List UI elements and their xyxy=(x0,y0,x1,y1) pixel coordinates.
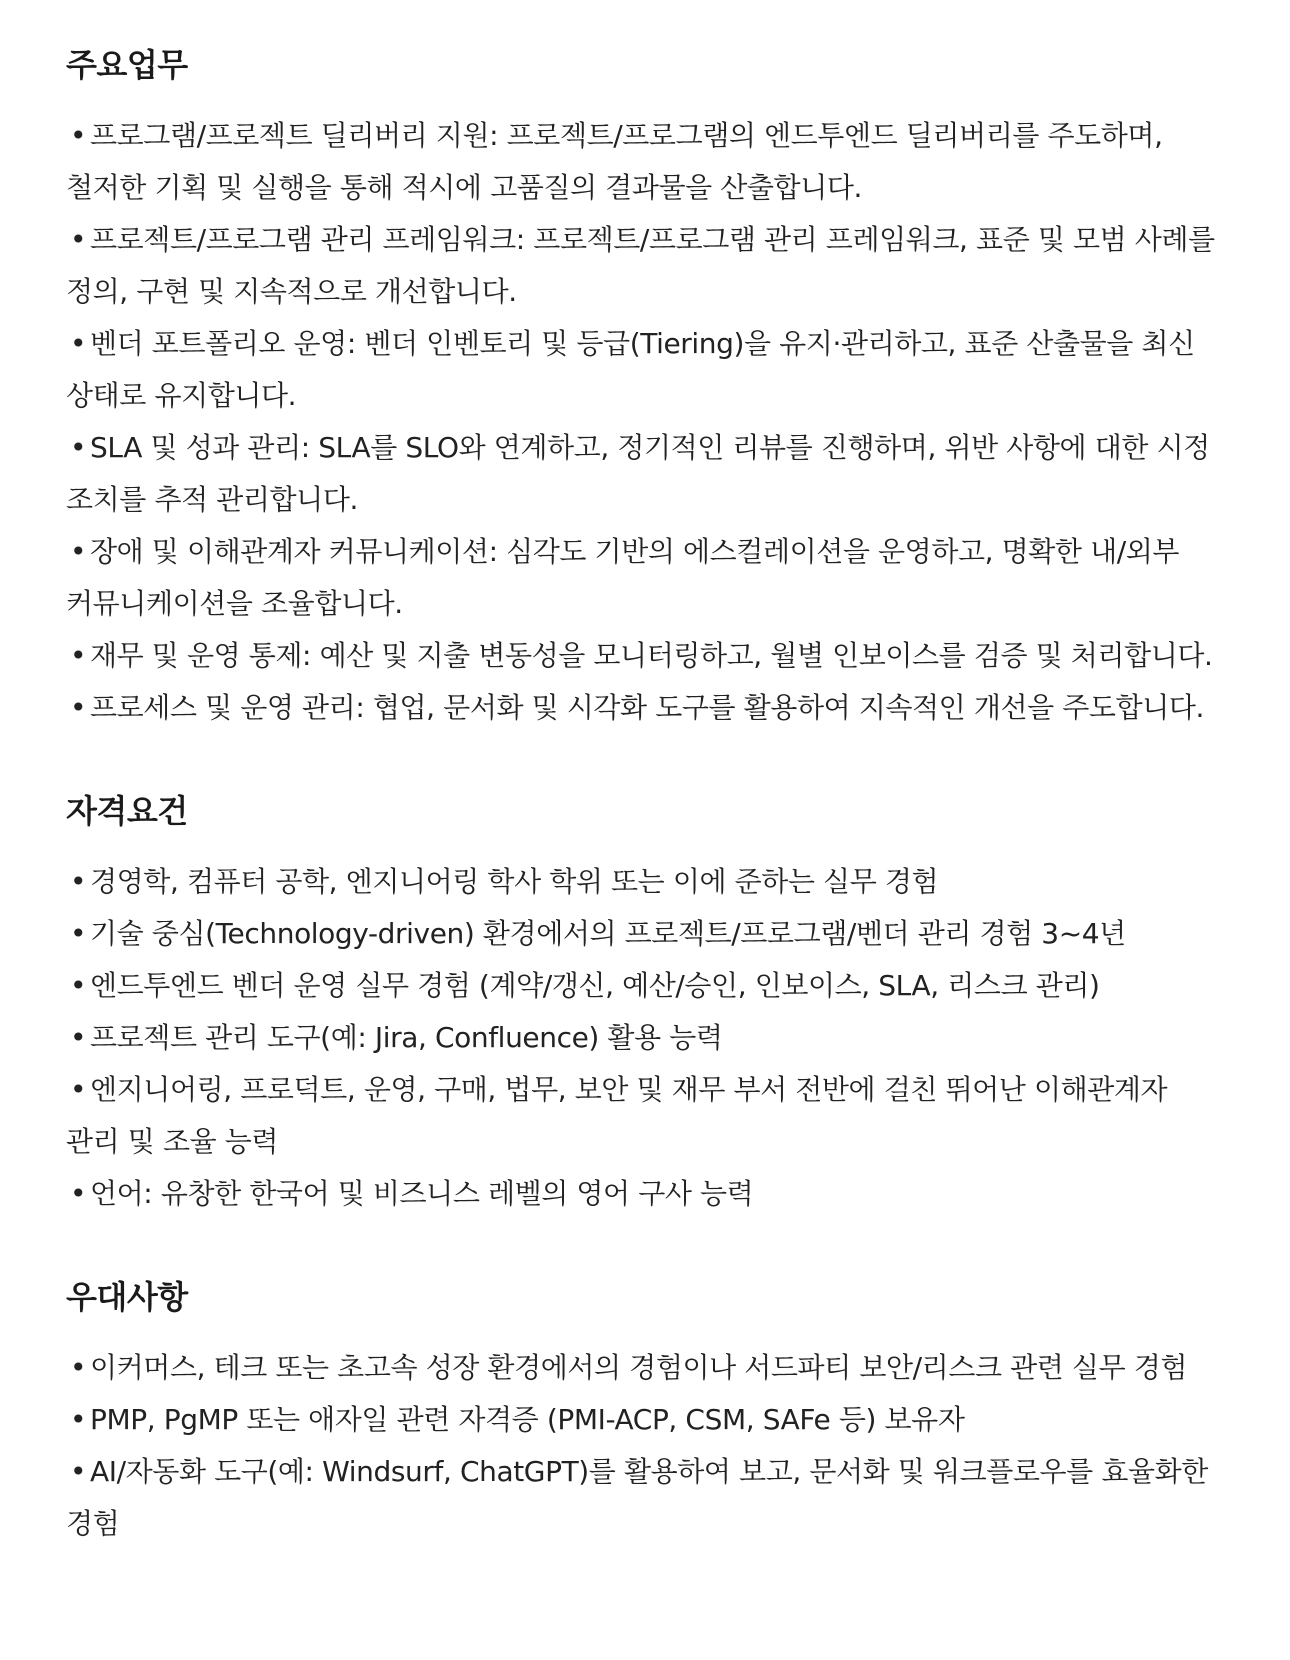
bullet-icon: • xyxy=(69,119,87,152)
section-title: 자격요건 xyxy=(66,792,188,830)
bullet-icon: • xyxy=(69,691,87,724)
list-item-text: PMP, PgMP 또는 애자일 관련 자격증 (PMI-ACP, CSM, SAFe 등) 보유자 xyxy=(90,1403,965,1436)
bullet-icon: • xyxy=(69,969,87,1002)
list-item xyxy=(66,1168,1220,1220)
bullet-icon: • xyxy=(69,327,87,360)
list-item xyxy=(66,1012,1220,1064)
bullet-icon: • xyxy=(69,1021,87,1054)
bullet-icon: • xyxy=(69,431,87,464)
bullet-icon: • xyxy=(69,1351,87,1384)
section-title: 우대사항 xyxy=(66,1278,188,1316)
list-item-text: 장애 및 이해관계자 커뮤니케이션: 심각도 기반의 에스컬레이션을 운영하고, 명확한 내/외부 커뮤니케이션을 조율합니다. xyxy=(66,535,1180,620)
bullet-icon: • xyxy=(69,535,87,568)
bullet-icon: • xyxy=(69,1455,87,1488)
list-item xyxy=(66,908,1220,960)
bullet-icon: • xyxy=(69,223,87,256)
bullet-icon: • xyxy=(69,1177,87,1210)
preferred-list xyxy=(66,1342,1220,1550)
bullet-icon: • xyxy=(69,639,87,672)
responsibilities-list xyxy=(66,110,1220,734)
bullet-icon: • xyxy=(69,865,87,898)
list-item-text: 벤더 포트폴리오 운영: 벤더 인벤토리 및 등급(Tiering)을 유지·관리하고, 표준 산출물을 최신 상태로 유지합니다. xyxy=(66,327,1195,412)
list-item-text: 재무 및 운영 통제: 예산 및 지출 변동성을 모니터링하고, 월별 인보이스를 검증 및 처리합니다. xyxy=(90,639,1213,672)
list-item xyxy=(66,1446,1220,1550)
list-item xyxy=(66,214,1220,318)
list-item xyxy=(66,630,1220,682)
section-responsibilities xyxy=(66,36,1220,734)
list-item xyxy=(66,960,1220,1012)
list-item-text: 엔지니어링, 프로덕트, 운영, 구매, 법무, 보안 및 재무 부서 전반에 걸친 뛰어난 이해관계자 관리 및 조율 능력 xyxy=(66,1073,1168,1158)
list-item-text: SLA 및 성과 관리: SLA를 SLO와 연계하고, 정기적인 리뷰를 진행하며, 위반 사항에 대한 시정 조치를 추적 관리합니다. xyxy=(66,431,1210,516)
list-item-text: 이커머스, 테크 또는 초고속 성장 환경에서의 경험이나 서드파티 보안/리스크 관련 실무 경험 xyxy=(90,1351,1188,1384)
list-item-text: 프로세스 및 운영 관리: 협업, 문서화 및 시각화 도구를 활용하여 지속적인 개선을 주도합니다. xyxy=(90,691,1205,724)
list-item-text: 프로젝트/프로그램 관리 프레임워크: 프로젝트/프로그램 관리 프레임워크, 표준 및 모범 사례를 정의, 구현 및 지속적으로 개선합니다. xyxy=(66,223,1215,308)
list-item-text: AI/자동화 도구(예: Windsurf, ChatGPT)를 활용하여 보고, 문서화 및 워크플로우를 효율화한 경험 xyxy=(66,1455,1208,1540)
list-item-text: 프로그램/프로젝트 딜리버리 지원: 프로젝트/프로그램의 엔드투엔드 딜리버리를 주도하며, 철저한 기획 및 실행을 통해 적시에 고품질의 결과물을 산출합니다. xyxy=(66,119,1163,204)
list-item-text: 엔드투엔드 벤더 운영 실무 경험 (계약/갱신, 예산/승인, 인보이스, SLA, 리스크 관리) xyxy=(90,969,1100,1002)
section-title: 주요업무 xyxy=(66,46,188,84)
list-item-text: 경영학, 컴퓨터 공학, 엔지니어링 학사 학위 또는 이에 준하는 실무 경험 xyxy=(90,865,939,898)
list-item-text: 프로젝트 관리 도구(예: Jira, Confluence) 활용 능력 xyxy=(90,1021,723,1054)
list-item xyxy=(66,1394,1220,1446)
qualifications-list xyxy=(66,856,1220,1220)
list-item xyxy=(66,856,1220,908)
section-qualifications xyxy=(66,782,1220,1220)
bullet-icon: • xyxy=(69,917,87,950)
list-item-text: 언어: 유창한 한국어 및 비즈니스 레벨의 영어 구사 능력 xyxy=(90,1177,754,1210)
bullet-icon: • xyxy=(69,1403,87,1436)
list-item xyxy=(66,422,1220,526)
list-item xyxy=(66,1064,1220,1168)
list-item-text: 기술 중심(Technology-driven) 환경에서의 프로젝트/프로그램/벤더 관리 경험 3~4년 xyxy=(90,917,1126,950)
list-item xyxy=(66,682,1220,734)
section-preferred-qualifications xyxy=(66,1268,1220,1550)
list-item xyxy=(66,110,1220,214)
list-item xyxy=(66,1342,1220,1394)
list-item xyxy=(66,526,1220,630)
bullet-icon: • xyxy=(69,1073,87,1106)
list-item xyxy=(66,318,1220,422)
